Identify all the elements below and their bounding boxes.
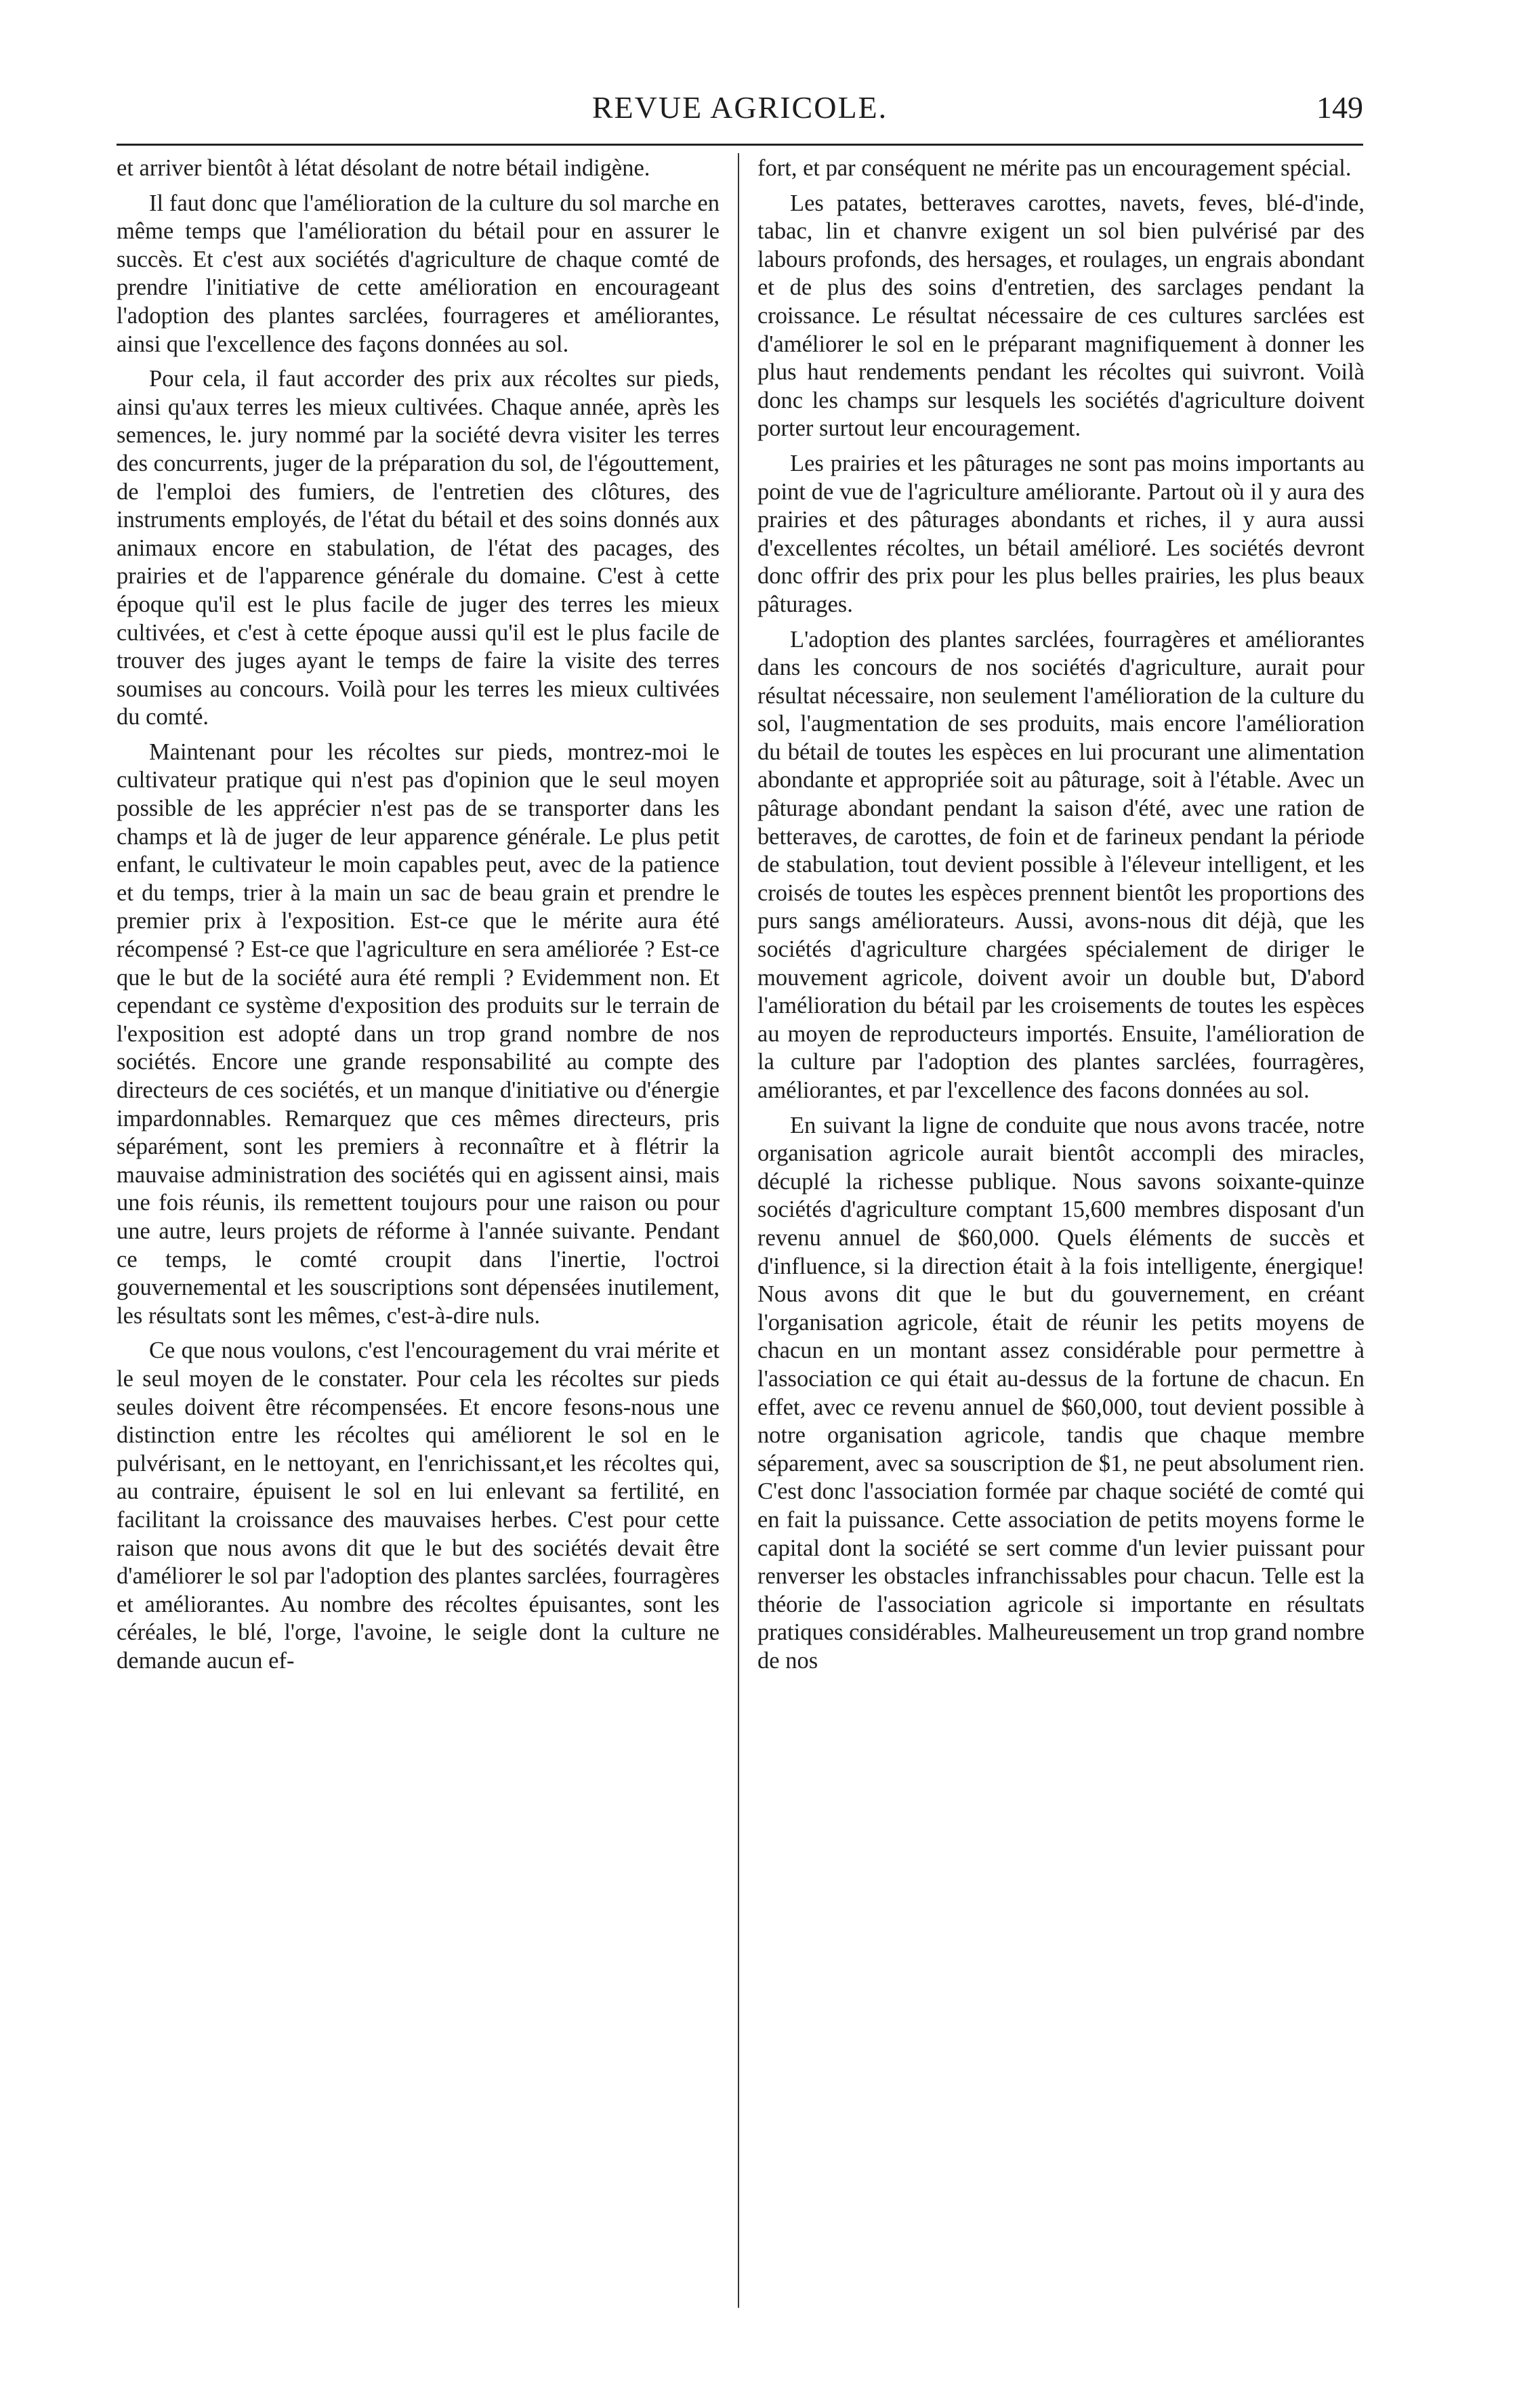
column-divider — [738, 153, 739, 2308]
paragraph: Pour cela, il faut accorder des prix aux récoltes sur pieds, ainsi qu'aux terres les mieux cultivées. Chaque année, après les semences, le. jury nommé par la société devra visiter les terres des concurrents, juger de la préparation du sol, de l'égouttement, de l'emploi des fumiers, de l'entretien des clôtures, des instruments employés, de l'état du bétail et des soins donnés aux animaux encore en stabulation, de l'état des pacages, des prairies et de l'apparence générale du domaine. C'est à cette époque qu'il est le plus facile de juger des terres les mieux cultivées, et c'est à cette époque aussi qu'il est le plus facile de trouver des juges ayant le temps de faire la visite des terres soumises au concours. Voilà pour les terres les mieux cultivées du comté. — [117, 366, 720, 730]
paragraph: Les prairies et les pâturages ne sont pas moins importants au point de vue de l'agriculture améliorante. Partout où il y aura des prairies et des pâturages abondants et riches, il y aura aussi d'excellentes récoltes, un bétail amélioré. Les sociétés devront donc offrir des prix pour les plus belles prairies, les plus beaux pâturages. — [757, 450, 1365, 617]
page-number: 149 — [1316, 90, 1363, 125]
header-rule — [117, 144, 1363, 146]
paragraph: fort, et par conséquent ne mérite pas un encouragement spécial. — [757, 155, 1352, 181]
paragraph: Les patates, betteraves carottes, navets, feves, blé-d'inde, tabac, lin et chanvre exigent un sol bien pulvérisé par des labours profonds, des hersages, et roulages, un engrais abondant et de plus des soins d'entretien, des sarclages pendant la croissance. Le résultat nécessaire de ces cultures sarclées est d'améliorer le sol en le préparant magnifiquement à donner les plus haut rendements pendant les récoltes qui suivront. Voilà donc les champs sur lesquels les sociétés d'agriculture doivent porter surtout leur encouragement. — [757, 190, 1365, 442]
paragraph: L'adoption des plantes sarclées, fourragères et améliorantes dans les concours de nos sociétés d'agriculture, aurait pour résultat nécessaire, non seulement l'amélioration de la culture du sol, l'augmentation de ses produits, mais encore l'amélioration du bétail de toutes les espèces en lui procurant une alimentation abondante et appropriée soit au pâturage, soit à l'étable. Avec un pâturage abondant pendant la saison d'été, avec une ration de betteraves, de carottes, de foin et de farineux pendant la période de stabulation, tout devient possible à l'éleveur intelligent, et les croisés de toutes les espèces prennent bientôt les proportions des purs sangs améliorateurs. Aussi, avons-nous dit déjà, que les sociétés d'agriculture chargées spécialement de diriger le mouvement agricole, doivent avoir un double but, D'abord l'amélioration du bétail par les croisements de toutes les espèces au moyen de reproducteurs importés. Ensuite, l'amélioration de la culture par l'adoption des plantes sarclées, fourragères, améliorantes, et par l'excellence des facons données au sol. — [757, 626, 1365, 1103]
paragraph: En suivant la ligne de conduite que nous avons tracée, notre organisation agricole aurait bientôt accompli des miracles, décuplé la richesse publique. Nous savons soixante-quinze sociétés d'agriculture comptant 15,600 membres disposant d'un revenu annuel de $60,000. Quels éléments de succès et d'influence, si la direction était à la fois intelligente, énergique! Nous avons dit que le but du gouvernement, en créant l'organisation agricole, était de réunir les petits moyens de chacun en un montant assez considérable pour permettre à l'association ce qui était au-dessus de la fortune de chacun. En effet, avec ce revenu annuel de $60,000, tout devient possible à notre organisation agricole, tandis que chaque membre séparement, avec sa souscription de $1, ne peut absolument rien. C'est donc l'association formée par chaque société de comté qui en fait la puissance. Cette association de petits moyens forme le capital dont la société se sert comme d'un levier puissant pour renverser les obstacles infranchissables pour chacun. Telle est la théorie de l'association agricole si importante en résultats pratiques considérables. Malheureusement un trop grand nombre de nos — [757, 1112, 1365, 1674]
paragraph: Il faut donc que l'amélioration de la culture du sol marche en même temps que l'amélioration du bétail pour en assurer le succès. Et c'est aux sociétés d'agriculture de chaque comté de prendre l'initiative de cette amélioration en encourageant l'adoption des plantes sarclées, fourrageres et améliorantes, ainsi que l'excellence des façons données au sol. — [117, 190, 720, 357]
left-column — [117, 154, 720, 1682]
paragraph: Ce que nous voulons, c'est l'encouragement du vrai mérite et le seul moyen de le constater. Pour cela les récoltes sur pieds seules doivent être récompensées. Et encore fesons-nous une distinction entre les récoltes qui améliorent le sol en le pulvérisant, en le nettoyant, en l'enrichissant,et les récoltes qui, au contraire, épuisent le sol en lui enlevant sa fertilité, en facilitant la croissance des mauvaises herbes. C'est pour cette raison que nous avons dit que le but des sociétés devait être d'améliorer le sol par l'adoption des plantes sarclées, fourragères et améliorantes. Au nombre des récoltes épuisantes, sont les céréales, le blé, l'orge, l'avoine, le seigle dont la culture ne demande aucun ef- — [117, 1338, 720, 1674]
paragraph: Maintenant pour les récoltes sur pieds, montrez-moi le cultivateur pratique qui n'est pas d'opinion que le seul moyen possible de les apprécier n'est pas de se transporter dans les champs et là de juger de leur apparence générale. Le plus petit enfant, le cultivateur le moin capables peut, avec de la patience et du temps, trier à la main un sac de beau grain et prendre le premier prix à l'exposition. Est-ce que le mérite aura été récompensé ? Est-ce que l'agriculture en sera améliorée ? Est-ce que le but de la société aura été rempli ? Evidemment non. Et cependant ce système d'exposition des produits sur le terrain de l'exposition est adopté dans un trop grand nombre de nos sociétés. Encore une grande responsabilité au compte des directeurs de ces sociétés, et un manque d'initiative ou d'énergie impardonnables. Remarquez que ces mêmes directeurs, pris séparément, sont les premiers à reconnaître et à flétrir la mauvaise administration des sociétés qui en agissent ainsi, mais une fois réunis, ils remettent toujours pour une raison ou pour une autre, leurs projets de réforme à l'année suivante. Pendant ce temps, le comté croupit dans l'inertie, l'octroi gouvernemental et les souscriptions sont dépensées inutilement, les résultats sont les mêmes, c'est-à-dire nuls. — [117, 739, 720, 1329]
right-column — [757, 154, 1365, 1682]
paragraph: et arriver bientôt à létat désolant de notre bétail indigène. — [117, 155, 650, 181]
running-title: REVUE AGRICOLE. — [591, 90, 888, 125]
running-head — [117, 83, 1363, 130]
